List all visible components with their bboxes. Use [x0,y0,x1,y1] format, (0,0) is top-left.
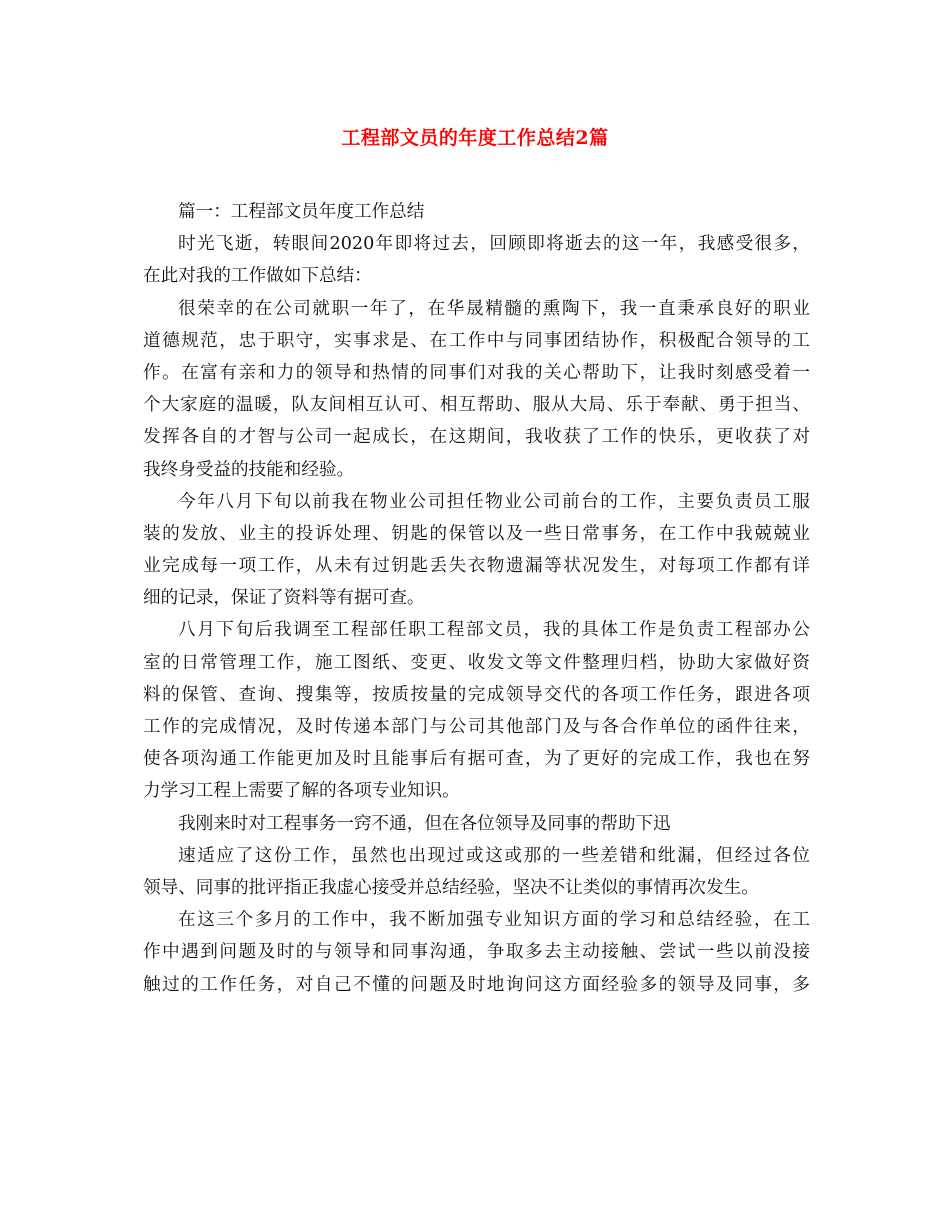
text-line: 速适应了这份工作，虽然也出现过或这或那的一些差错和纰漏，但经过各位 [178,845,810,866]
text-line: 今年八月下旬以前我在物业公司担任物业公司前台的工作，主要负责员工服 [178,491,810,512]
text-line: 我终身受益的技能和经验。 [143,459,355,480]
text-line: 很荣幸的在公司就职一年了，在华晟精髓的熏陶下，我一直秉承良好的职业 [178,298,810,319]
document-body [143,196,810,1001]
text-line: 我刚来时对工程事务一窍不通，但在各位领导及同事的帮助下迅 [178,813,671,834]
text-line: 细的记录，保证了资料等有据可查。 [143,588,425,609]
text-line: 道德规范，忠于职守，实事求是、在工作中与同事团结协作，积极配合领导的工 [143,330,810,351]
text-line: 业完成每一项工作，从未有过钥匙丢失衣物遗漏等状况发生，对每项工作都有详 [143,556,810,577]
text-line: 在这三个多月的工作中，我不断加强专业知识方面的学习和总结经验，在工 [178,910,810,931]
text-line: 篇一：工程部文员年度工作总结 [178,202,425,222]
text-line: 在此对我的工作做如下总结： [143,266,372,287]
text-line: 装的发放、业主的投诉处理、钥匙的保管以及一些日常事务，在工作中我兢兢业 [143,523,810,544]
text-line: 时光飞逝，转眼间2020年即将过去，回顾即将逝去的这一年，我感受很多， [178,234,810,255]
text-line: 领导、同事的批评指正我虚心接受并总结经验，坚决不让类似的事情再次发生。 [143,877,759,898]
text-line: 触过的工作任务，对自己不懂的问题及时地询问这方面经验多的领导及同事，多 [143,974,810,995]
text-line: 发挥各自的才智与公司一起成长，在这期间，我收获了工作的快乐，更收获了对 [143,427,810,448]
text-line: 使各项沟通工作能更加及时且能事后有据可查，为了更好的完成工作，我也在努 [143,749,810,770]
text-line: 作。在富有亲和力的领导和热情的同事们对我的关心帮助下，让我时刻感受着一 [143,362,810,383]
text-line: 作中遇到问题及时的与领导和同事沟通，争取多去主动接触、尝试一些以前没接 [143,942,810,963]
text-line: 料的保管、查询、搜集等，按质按量的完成领导交代的各项工作任务，跟进各项 [143,684,810,705]
text-line: 个大家庭的温暖，队友间相互认可、相互帮助、服从大局、乐于奉献、勇于担当、 [143,395,810,416]
text-line: 工作的完成情况，及时传递本部门与公司其他部门及与各合作单位的函件往来， [143,717,810,737]
text-line: 力学习工程上需要了解的各项专业知识。 [143,781,460,802]
text-line: 室的日常管理工作，施工图纸、变更、收发文等文件整理归档，协助大家做好资 [143,652,810,673]
text-line: 八月下旬后我调至工程部任职工程部文员，我的具体工作是负责工程部办公 [178,620,810,641]
document-title: 工程部文员的年度工作总结2篇 [341,127,609,149]
